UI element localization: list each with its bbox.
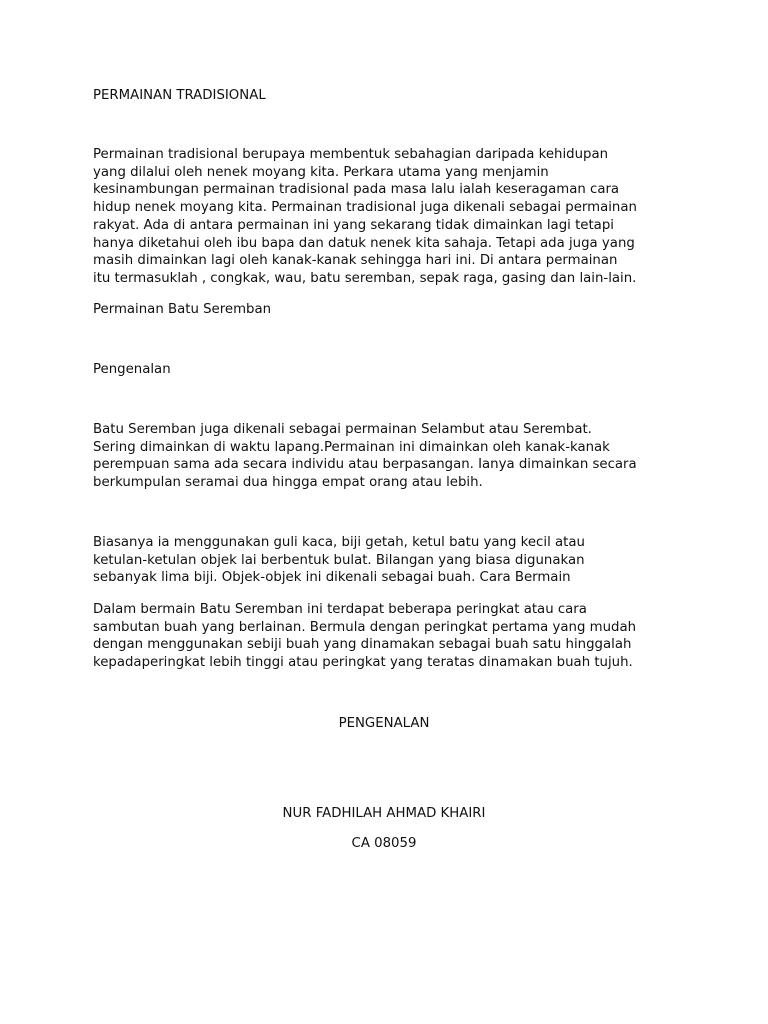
paragraph-three: [93, 534, 585, 587]
paragraph-line: Sering dimainkan di waktu lapang.Permainan ini dimainkan oleh kanak-kanak: [93, 439, 610, 455]
intro-paragraph: [93, 146, 637, 288]
paragraph-line: Permainan tradisional berupaya membentuk sebahagian daripada kehidupan: [93, 147, 609, 162]
paragraph-line: Dalam bermain Batu Seremban ini terdapat beberapa peringkat atau cara: [93, 602, 587, 617]
paragraph-line: perempuan sama ada secara individu atau berpasangan. Ianya dimainkan secara: [93, 457, 637, 473]
center-heading: PENGENALAN: [338, 716, 430, 731]
subheading: Permainan Batu Seremban: [93, 302, 272, 317]
paragraph-line: yang dilalui oleh nenek moyang kita. Perkara utama yang menjamin: [93, 164, 549, 180]
paragraph-line: masih dimainkan lagi oleh kanak-kanak sehingga hari ini. Di antara permainan: [93, 253, 618, 269]
document-title: PERMAINAN TRADISIONAL: [93, 88, 266, 103]
author-name: NUR FADHILAH AHMAD KHAIRI: [282, 806, 486, 821]
paragraph-line: dengan menggunakan sebiji buah yang dinamakan sebagai buah satu hinggalah: [93, 637, 632, 653]
paragraph-line: kepadaperingkat lebih tinggi atau peringkat yang teratas dinamakan buah tujuh.: [93, 655, 633, 671]
paragraph-line: sambutan buah yang berlainan. Bermula dengan peringkat pertama yang mudah: [93, 619, 637, 635]
paragraph-four: [93, 601, 636, 672]
paragraph-line: rakyat. Ada di antara permainan ini yang sekarang tidak dimainkan lagi tetapi: [93, 217, 614, 233]
paragraph-line: kesinambungan permainan tradisional pada masa lalu ialah keseragaman cara: [93, 182, 620, 198]
paragraph-line: Biasanya ia menggunakan guli kaca, biji getah, ketul batu yang kecil atau: [93, 535, 585, 550]
paragraph-line: Batu Seremban juga dikenali sebagai permainan Selambut atau Serembat.: [93, 422, 592, 437]
paragraph-line: sebanyak lima biji. Objek-objek ini dikenali sebagai buah. Cara Bermain: [93, 570, 571, 586]
paragraph-two: [93, 421, 637, 492]
author-id: CA 08059: [351, 836, 417, 851]
paragraph-line: itu termasuklah , congkak, wau, batu seremban, sepak raga, gasing dan lain-lain.: [93, 270, 637, 286]
paragraph-line: hidup nenek moyang kita. Permainan tradisional juga dikenali sebagai permainan: [93, 200, 637, 216]
section-heading: Pengenalan: [93, 362, 171, 377]
paragraph-line: berkumpulan seramai dua hingga empat orang atau lebih.: [93, 475, 483, 491]
paragraph-line: ketulan-ketulan objek lai berbentuk bulat. Bilangan yang biasa digunakan: [93, 552, 585, 568]
paragraph-line: hanya diketahui oleh ibu bapa dan datuk nenek kita sahaja. Tetapi ada juga yang: [93, 235, 635, 251]
